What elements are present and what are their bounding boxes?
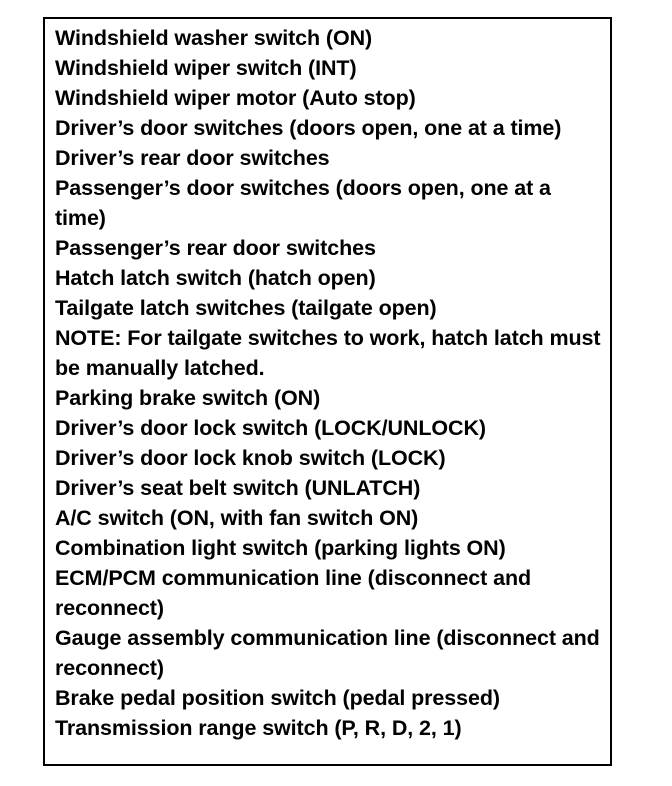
- list-item-drivers-rear-door: Driver’s rear door switches: [55, 146, 330, 170]
- list-item-windshield-wiper-motor: Windshield wiper motor (Auto stop): [55, 86, 416, 110]
- list-item-gauge-assembly: Gauge assembly communication line (disconnect and reconnect): [55, 626, 600, 680]
- list-item-passengers-rear-door: Passenger’s rear door switches: [55, 236, 376, 260]
- list-item-seat-belt: Driver’s seat belt switch (UNLATCH): [55, 476, 421, 500]
- list-item-door-lock-knob: Driver’s door lock knob switch (LOCK): [55, 446, 446, 470]
- list-item-door-lock-switch: Driver’s door lock switch (LOCK/UNLOCK): [55, 416, 486, 440]
- list-item-note: NOTE: For tailgate switches to work, hatch latch must be manually latched.: [55, 326, 601, 380]
- list-item-ecm-pcm: ECM/PCM communication line (disconnect and reconnect): [55, 566, 532, 620]
- list-item-tailgate-latch: Tailgate latch switches (tailgate open): [55, 296, 437, 320]
- switch-list-box: [43, 17, 612, 766]
- list-item-windshield-wiper-switch: Windshield wiper switch (INT): [55, 56, 357, 80]
- list-item-passengers-door-switches: Passenger’s door switches (doors open, one at a time): [55, 176, 551, 230]
- list-item-transmission-range: Transmission range switch (P, R, D, 2, 1): [55, 716, 462, 740]
- list-item-windshield-washer: Windshield washer switch (ON): [55, 26, 373, 50]
- list-item-ac-switch: A/C switch (ON, with fan switch ON): [55, 506, 419, 530]
- list-item-drivers-door-switches: Driver’s door switches (doors open, one at a time): [55, 116, 562, 140]
- list-item-hatch-latch: Hatch latch switch (hatch open): [55, 266, 376, 290]
- switch-list: [55, 23, 606, 743]
- list-item-parking-brake: Parking brake switch (ON): [55, 386, 321, 410]
- list-item-combination-light: Combination light switch (parking lights ON): [55, 536, 506, 560]
- list-item-brake-pedal: Brake pedal position switch (pedal pressed): [55, 686, 500, 710]
